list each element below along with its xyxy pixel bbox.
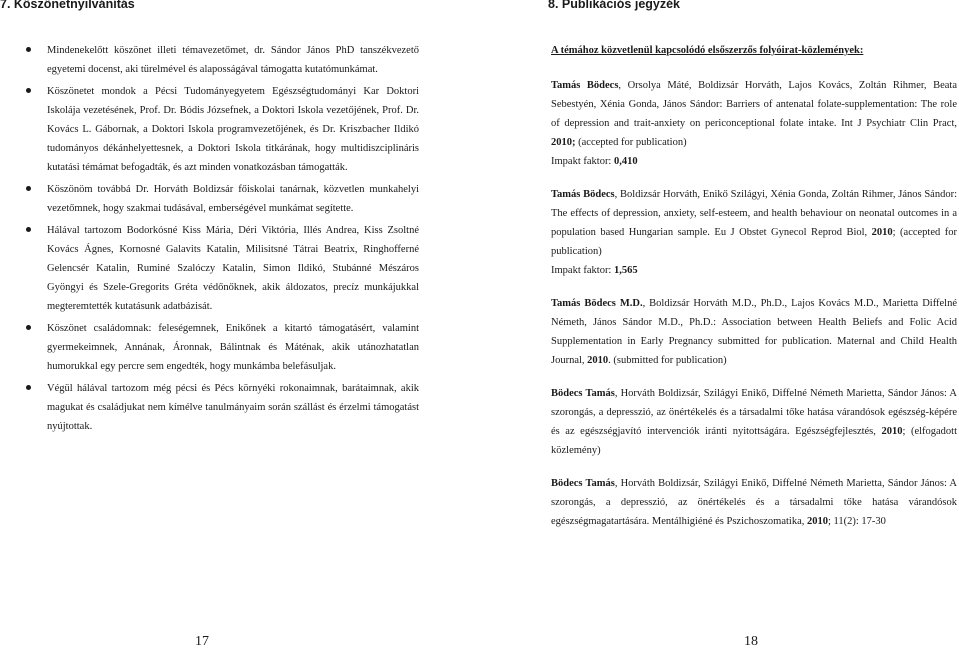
publication-year: 2010; [551,137,576,148]
publication-author: Bödecs Tamás [551,478,615,489]
impact-factor [551,261,957,280]
acknowledgement-item: Köszönetet mondok a Pécsi Tudományegyetem Egészségtudományi Kar Doktori Iskolája vezetésének, Prof. Dr. Bódis Józsefnek, a Doktori Iskola vezetőjének, Prof. Dr. Kovács L. Gábornak, a Doktori Iskola programvezetőjének, és Dr. Kriszbacher Ildikó tudományos dékánhelyettesnek, a Doktori Iskola titkárának, hogy multidiszciplináris kutatási témámat befogadták, és azt minden vonatkozásban támogatták. [47,82,419,177]
publication-entry [551,294,957,370]
publication-text: , Boldizsár Horváth, Enikő Szilágyi, Xénia Gonda, Zoltán Rihmer, János Sándor: The effects of depression, anxiety, self-esteem, and health behaviour on neonatal outcomes in a population based Hungarian sample. Eu J Obstet Gynecol Reprod Biol, [551,189,958,238]
acknowledgement-item: Köszönöm továbbá Dr. Horváth Boldizsár főiskolai tanárnak, közvetlen munkahelyi vezetőmnek, hogy szakmai tudásával, emberségével munkámat segítette. [47,180,419,218]
acknowledgement-item: Köszönet családomnak: feleségemnek, Enikőnek a kitartó támogatásért, valamint gyermekeimnek, Annának, Áronnak, Bálintnak és Máténak, akik utánozhatatlan humorukkal egy percre sem engedték, hogy munkámba belefásuljak. [47,319,419,376]
acknowledgement-list [47,41,419,439]
publication-text: , Boldizsár Horváth M.D., Ph.D., Lajos Kovács M.D., Marietta Diffelné Németh, János Sándor M.D., Ph.D.: Association between Health Beliefs and Folic Acid Supplementation in Early Pregnancy submitted for publication. Maternal and Child Health Journal, [551,298,957,366]
publication-year: 2010 [871,227,893,238]
publication-entry [551,384,957,460]
publication-author: Tamás Bödecs [551,189,615,200]
publication-author: Tamás Bödecs [551,80,619,91]
publication-entry [551,76,957,152]
publication-author: Bödecs Tamás [551,388,615,399]
publication-entry [551,185,957,261]
publication-list [551,41,957,545]
publication-text: , Horváth Boldizsár, Szilágyi Enikő, Diffelné Németh Marietta, Sándor János: A szorongás, a depresszió, az önértékelés és a társadalmi tőke hatása várandósok egészségmagatartására. Mentálhigiéné és Pszichoszomatika, [551,478,957,527]
publication-year: 2010 [587,355,609,366]
section-heading-publications: 8. Publikációs jegyzék [548,0,681,11]
publication-status: . (submitted for publication) [608,355,727,366]
publication-subheading: A témához közvetlenül kapcsolódó elsőszerzős folyóirat-közlemények: [551,45,864,56]
publication-text: , Horváth Boldizsár, Szilágyi Enikő, Diffelné Németh Marietta, Sándor János: A szorongás, a depresszió, az önértékelés és a társadalmi tőke hatása várandósok egészség-képére és az egészségjavító intervenciók iránti nyitottságára. Egészségfejlesztés, [551,388,957,437]
publication-status: ; (accepted for publication) [551,227,957,257]
publication-author: Tamás Bödecs M.D. [551,298,643,309]
publication-text: , Orsolya Máté, Boldizsár Horváth, Lajos Kovács, Zoltán Rihmer, Beata Sebestyén, Xénia Gonda, János Sándor: Barriers of antenatal folate-supplementation: The role of depression and trait-anxiety on periconceptional folate intake. Int J Psychiatr Clin Pract, [551,80,957,129]
left-page [0,0,470,651]
acknowledgement-item: Végül hálával tartozom még pécsi és Pécs környéki rokonaimnak, barátaimnak, akik magukat és családjukat nem kímélve tanulmányaim során szállást és érzelmi támogatást nyújtottak. [47,379,419,436]
impact-value: 0,410 [613,156,638,167]
impact-label: Impakt faktor: [551,265,614,276]
publication-status: ; (elfogadott közlemény) [551,426,958,456]
publication-status: (accepted for publication) [575,137,687,148]
section-heading-acknowledgements: 7. Köszönetnyilvánítás [0,0,135,11]
impact-label: Impakt faktor: [551,156,614,167]
acknowledgement-item: Hálával tartozom Bodorkósné Kiss Mária, Déri Viktória, Illés Andrea, Kiss Zsoltné Kovács Ágnes, Kornosné Galavits Katalin, Milisitsné Tátrai Beatrix, Ringhofferné Gelencsér Katalin, Ruminé Szalóczy Katalin, Simon Ildikó, Stubánné Mészáros Gyöngyi és Szele-Gregorits Gréta védőnőknek, akik áldozatos, precíz munkájukkal megteremtették kutatásunk adatbázisát. [47,221,419,316]
impact-value: 1,565 [613,265,638,276]
acknowledgement-item: Mindenekelőtt köszönet illeti témavezetőmet, dr. Sándor János PhD tanszékvezető egyetemi docenst, aki türelmével és alaposságával támogatta kutatómunkámat. [47,41,419,79]
right-page [548,0,959,651]
page-number: 18 [744,634,758,649]
impact-factor [551,152,957,171]
publication-year: 2010 [806,516,828,527]
page-number: 17 [195,634,209,649]
publication-year: 2010 [881,426,903,437]
publication-entry [551,474,957,531]
publication-status: ; 11(2): 17-30 [827,516,886,527]
